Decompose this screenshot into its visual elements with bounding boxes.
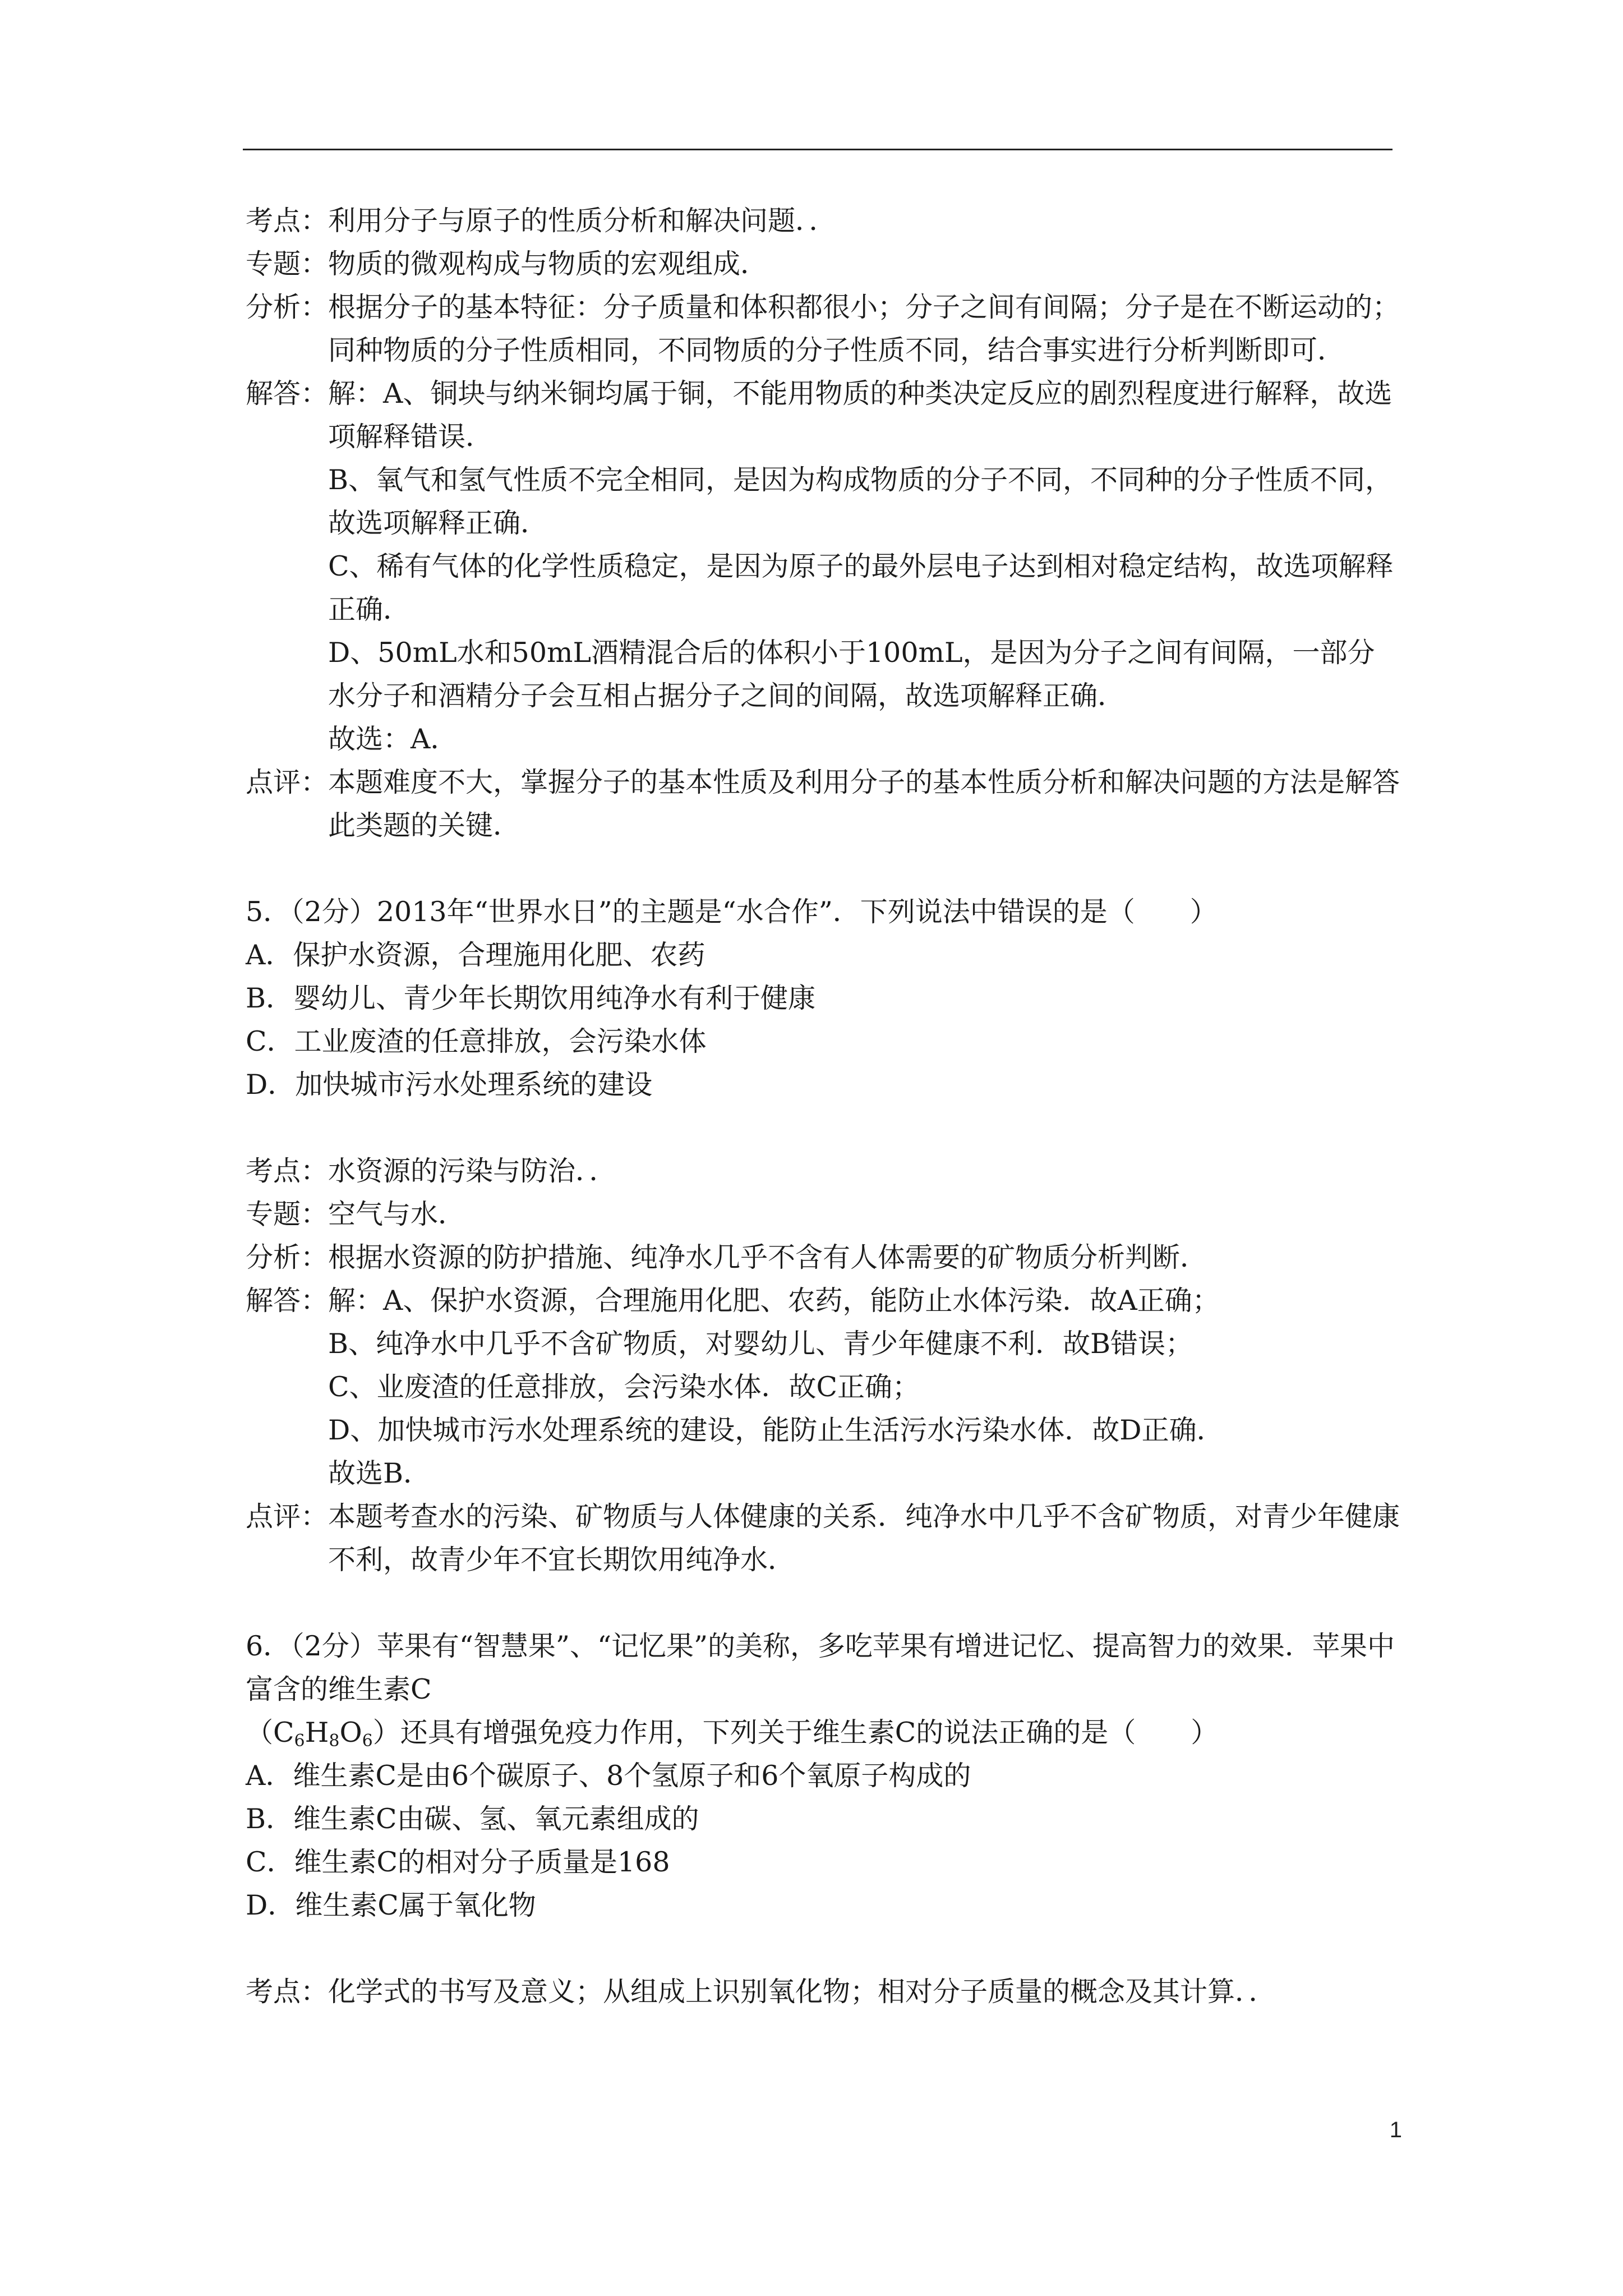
page-number: 1	[1389, 2118, 1402, 2142]
q6-analysis	[246, 1970, 1401, 2013]
q5-jieda	[246, 1279, 1401, 1495]
zhuanti-text: 空气与水．	[328, 1198, 466, 1230]
jieda-label: 解答：	[246, 378, 329, 409]
zhuanti-label: 专题：	[246, 1198, 329, 1230]
zhuanti-label: 专题：	[246, 248, 329, 280]
q6-kaodian	[246, 1970, 1401, 2013]
question-5	[246, 890, 1401, 1106]
option-a: A．维生素C是由6个碳原子、8个氢原子和6个氧原子构成的	[246, 1760, 971, 1792]
option-c: C．工业废渣的任意排放，会污染水体	[246, 1025, 707, 1057]
jieda-label: 解答：	[246, 1285, 329, 1317]
dianping-label: 点评：	[246, 766, 329, 798]
formula-hydrogen: H	[305, 1717, 329, 1749]
option-b: B．维生素C由碳、氢、氧元素组成的	[246, 1803, 699, 1835]
q4-zhuanti	[246, 242, 1401, 286]
jieda-body	[328, 372, 1401, 761]
document-body	[246, 199, 1401, 2013]
kaodian-text: 水资源的污染与防治．．	[328, 1155, 617, 1187]
header-rule	[243, 149, 1393, 150]
stem-part-1: 6．（2分）苹果有“智慧果”、“记忆果”的美称，多吃苹果有增进记忆、提高智力的效果．苹果中富含的维生素C（	[246, 1630, 1395, 1749]
spacer	[246, 1927, 1401, 1970]
jieda-option-c: C、业废渣的任意排放，会污染水体．故C正确；	[328, 1371, 920, 1403]
jieda-body	[328, 1279, 1401, 1495]
question-stem	[246, 1625, 1401, 1754]
jieda-option-a: 解：A、铜块与纳米铜均属于铜，不能用物质的种类决定反应的剧烈程度进行解释，故选项解释错误．	[328, 378, 1393, 453]
kaodian-text: 利用分子与原子的性质分析和解决问题．．	[328, 205, 837, 237]
formula-hydrogen-count: 8	[329, 1731, 340, 1751]
kaodian-text: 化学式的书写及意义；从组成上识别氧化物；相对分子质量的概念及其计算．．	[328, 1976, 1276, 2008]
option-d: D．加快城市污水处理系统的建设	[246, 1069, 653, 1101]
formula-oxygen-count: 6	[362, 1731, 373, 1751]
q4-jieda	[246, 372, 1401, 761]
q4-fenxi	[246, 286, 1401, 372]
option-c: C．维生素C的相对分子质量是168	[246, 1846, 670, 1878]
jieda-option-d: D、加快城市污水处理系统的建设，能防止生活污水污染水体．故D正确．	[328, 1414, 1224, 1446]
fenxi-text: 根据水资源的防护措施、纯净水几乎不含有人体需要的矿物质分析判断．	[328, 1241, 1208, 1273]
stem-part-2: ）还具有增强免疫力作用，下列关于维生素C的说法正确的是（ ）	[372, 1717, 1219, 1749]
fenxi-label: 分析：	[246, 291, 329, 323]
option-d: D．维生素C属于氧化物	[246, 1889, 536, 1921]
jieda-answer: 故选：A．	[328, 723, 458, 755]
option-a: A．保护水资源，合理施用化肥、农药	[246, 939, 706, 971]
dianping-text: 本题难度不大，掌握分子的基本性质及利用分子的基本性质分析和解决问题的方法是解答此类题的关键．	[328, 766, 1400, 841]
jieda-option-c: C、稀有气体的化学性质稳定，是因为原子的最外层电子达到相对稳定结构，故选项解释正确．	[328, 550, 1394, 625]
q4-analysis	[246, 199, 1401, 847]
spacer	[246, 1581, 1401, 1625]
fenxi-text: 根据分子的基本特征：分子质量和体积都很小；分子之间有间隔；分子是在不断运动的；同种物质的分子性质相同，不同物质的分子性质不同，结合事实进行分析判断即可．	[328, 291, 1400, 366]
vitamin-c-formula	[273, 1717, 373, 1749]
option-b: B．婴幼儿、青少年长期饮用纯净水有利于健康	[246, 982, 816, 1014]
fenxi-label: 分析：	[246, 1241, 329, 1273]
q4-dianping	[246, 761, 1401, 847]
question-6	[246, 1625, 1401, 1927]
jieda-option-b: B、氧气和氢气性质不完全相同，是因为构成物质的分子不同，不同种的分子性质不同，故选项解释正确．	[328, 464, 1393, 539]
kaodian-label: 考点：	[246, 205, 329, 237]
q5-zhuanti	[246, 1193, 1401, 1236]
jieda-option-a: 解：A、保护水资源，合理施用化肥、农药，能防止水体污染．故A正确；	[328, 1285, 1220, 1317]
q5-analysis	[246, 1149, 1401, 1581]
formula-carbon-count: 6	[294, 1731, 305, 1751]
zhuanti-text: 物质的微观构成与物质的宏观组成．	[328, 248, 768, 280]
jieda-answer: 故选B．	[328, 1457, 431, 1489]
spacer	[246, 847, 1401, 890]
q5-dianping	[246, 1495, 1401, 1581]
kaodian-label: 考点：	[246, 1155, 329, 1187]
dianping-label: 点评：	[246, 1501, 329, 1533]
q5-fenxi	[246, 1236, 1401, 1279]
q5-kaodian	[246, 1149, 1401, 1193]
formula-oxygen: O	[339, 1717, 362, 1749]
jieda-option-d: D、50mL水和50mL酒精混合后的体积小于100mL，是因为分子之间有间隔，一部分水分子和酒精分子会互相占据分子之间的间隔，故选项解释正确．	[328, 637, 1375, 712]
dianping-text: 本题考查水的污染、矿物质与人体健康的关系．纯净水中几乎不含矿物质，对青少年健康不利，故青少年不宜长期饮用纯净水．	[328, 1501, 1400, 1576]
q4-kaodian	[246, 199, 1401, 242]
spacer	[246, 1106, 1401, 1149]
kaodian-label: 考点：	[246, 1976, 329, 2008]
question-stem: 5．（2分）2013年“世界水日”的主题是“水合作”．下列说法中错误的是（ ）	[246, 896, 1218, 928]
formula-carbon: C	[273, 1717, 294, 1749]
jieda-option-b: B、纯净水中几乎不含矿物质，对婴幼儿、青少年健康不利．故B错误；	[328, 1328, 1193, 1360]
